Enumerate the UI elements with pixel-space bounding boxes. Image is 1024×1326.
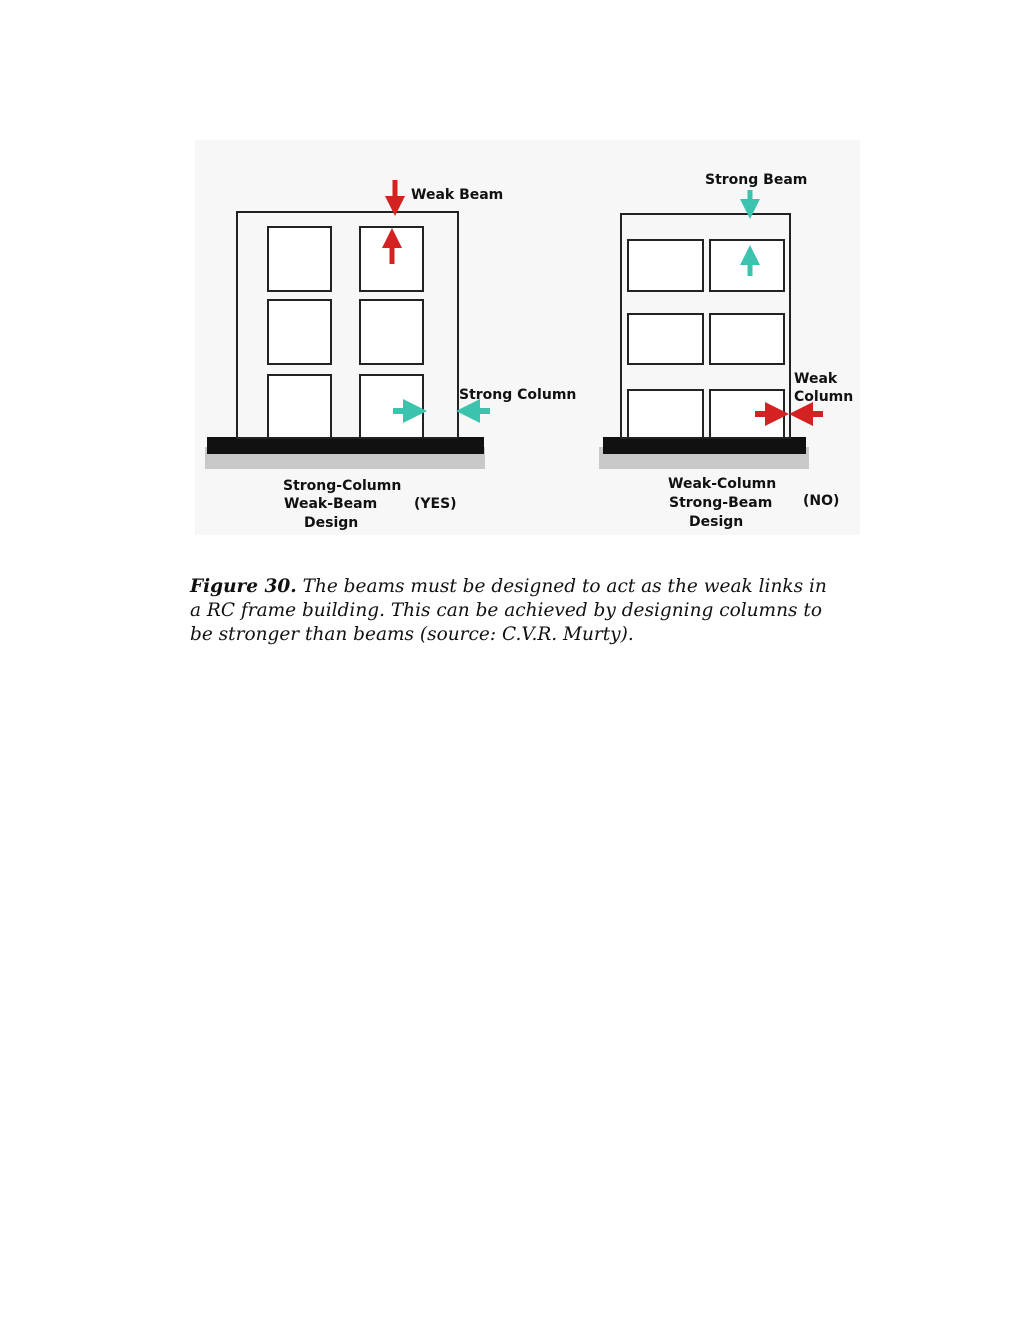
right-caption-line-3: Design (689, 514, 744, 530)
weak-beam-label: Weak Beam (411, 187, 504, 203)
right-caption-line-1: Weak-Column (668, 476, 777, 492)
left-caption-line-3: Design (304, 515, 359, 531)
weak-column-label-line-1: Weak (794, 371, 838, 387)
left-window-grid (268, 227, 423, 438)
strong-beam-label: Strong Beam (705, 172, 808, 188)
right-frame (599, 172, 853, 530)
figure-number: Figure 30. (190, 576, 297, 597)
left-caption-line-1: Strong-Column (283, 478, 402, 494)
left-verdict: (YES) (414, 496, 457, 512)
left-frame (205, 180, 576, 531)
right-verdict: (NO) (803, 493, 840, 509)
right-window-grid (628, 240, 784, 438)
weak-column-label-line-2: Column (794, 389, 854, 405)
right-caption-line-2: Strong-Beam (669, 495, 773, 511)
strong-column-label: Strong Column (459, 387, 577, 403)
left-caption-line-2: Weak-Beam (284, 496, 378, 512)
figure-caption-text: The beams must be designed to act as the weak links in a RC frame building. This can be achieved by designing columns to be stronger than beams (source: C.V.R. Murty). (190, 576, 827, 645)
left-footing (207, 437, 484, 454)
figure-caption (190, 575, 840, 647)
right-footing (603, 437, 806, 454)
